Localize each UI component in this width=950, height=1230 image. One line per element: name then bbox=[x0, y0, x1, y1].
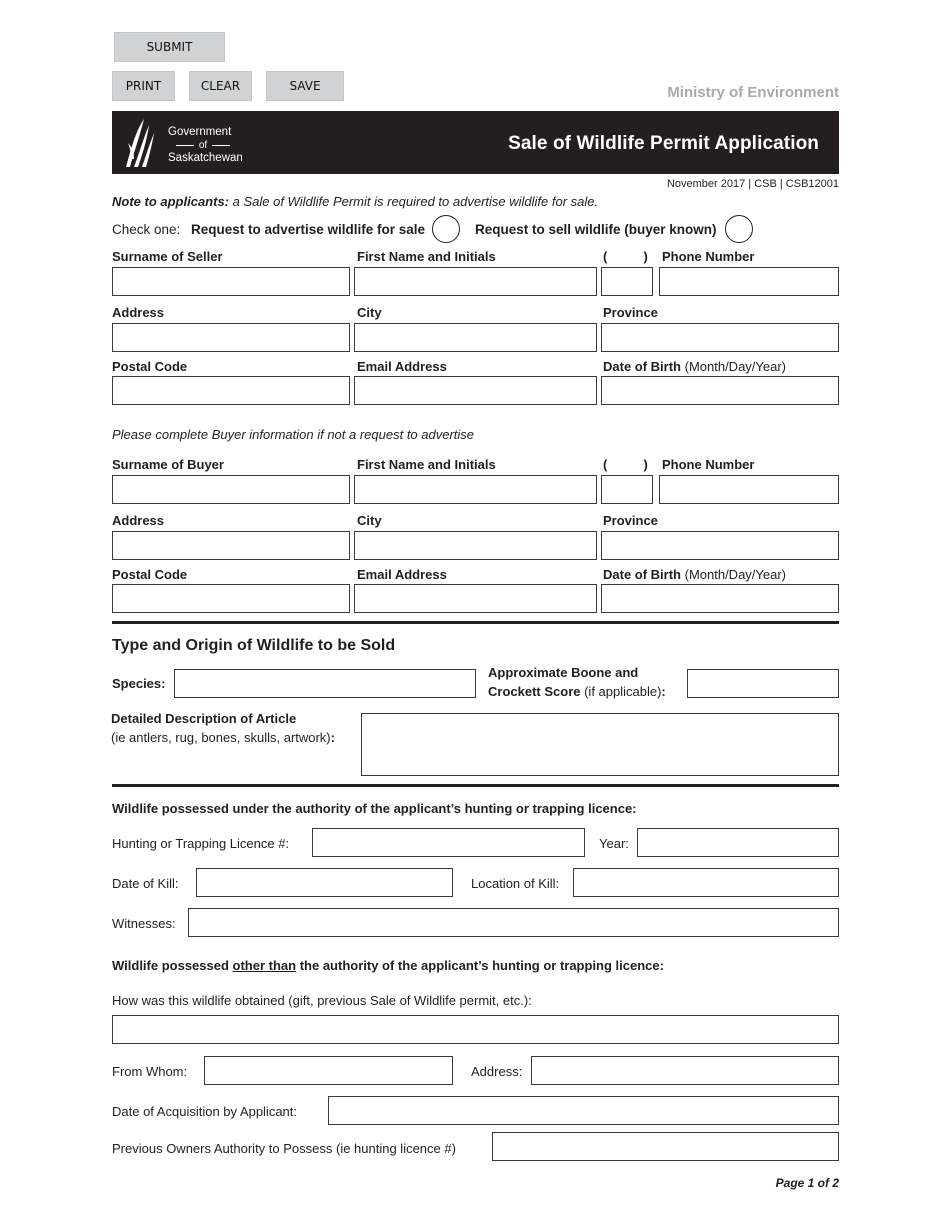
buyer-email-label: Email Address bbox=[357, 567, 447, 582]
licence-number-label: Hunting or Trapping Licence #: bbox=[112, 836, 290, 851]
buyer-surname-field[interactable] bbox=[112, 475, 350, 504]
note-text: a Sale of Wildlife Permit is required to advertise wildlife for sale. bbox=[229, 194, 599, 209]
wildlife-section-title: Type and Origin of Wildlife to be Sold bbox=[112, 637, 396, 654]
seller-dob-field[interactable] bbox=[601, 376, 839, 405]
form-header bbox=[112, 111, 839, 174]
seller-address-label: Address bbox=[112, 305, 165, 320]
seller-postal-field[interactable] bbox=[112, 376, 350, 405]
other-section-title bbox=[112, 958, 664, 974]
buyer-dob-format: (Month/Day/Year) bbox=[681, 567, 787, 582]
location-of-kill-field[interactable] bbox=[573, 868, 839, 897]
description-label-line2 bbox=[111, 730, 335, 746]
seller-email-field[interactable] bbox=[354, 376, 597, 405]
note-lead: Note to applicants: bbox=[112, 194, 230, 209]
seller-email-label: Email Address bbox=[357, 359, 447, 374]
seller-area-code-label: ( ) bbox=[603, 249, 648, 264]
section-divider bbox=[112, 784, 839, 787]
from-whom-field[interactable] bbox=[204, 1056, 453, 1085]
buyer-area-code-field[interactable] bbox=[601, 475, 653, 504]
submit-button[interactable]: SUBMIT bbox=[114, 32, 225, 62]
description-colon: : bbox=[330, 730, 335, 745]
year-field[interactable] bbox=[637, 828, 839, 857]
buyer-email-field[interactable] bbox=[354, 584, 597, 613]
seller-phone-field[interactable] bbox=[659, 267, 839, 296]
seller-province-field[interactable] bbox=[601, 323, 839, 352]
seller-address-field[interactable] bbox=[112, 323, 350, 352]
buyer-postal-field[interactable] bbox=[112, 584, 350, 613]
buyer-dob-label bbox=[603, 567, 786, 583]
buyer-phone-label: Phone Number bbox=[662, 457, 755, 472]
save-button[interactable]: SAVE bbox=[266, 71, 344, 101]
form-meta: November 2017 | CSB | CSB12001 bbox=[666, 178, 839, 190]
buyer-area-code-label: ( ) bbox=[603, 457, 648, 472]
seller-surname-label: Surname of Seller bbox=[112, 249, 223, 264]
wheat-sheaf-icon bbox=[122, 117, 162, 171]
form-title: Sale of Wildlife Permit Application bbox=[508, 133, 819, 154]
witnesses-field[interactable] bbox=[188, 908, 839, 937]
buyer-dob-text: Date of Birth bbox=[603, 567, 681, 582]
buyer-postal-label: Postal Code bbox=[112, 567, 188, 582]
boone-score-field[interactable] bbox=[687, 669, 839, 698]
buyer-dob-field[interactable] bbox=[601, 584, 839, 613]
logo-line-saskatchewan: Saskatchewan bbox=[168, 152, 243, 164]
buyer-province-field[interactable] bbox=[601, 531, 839, 560]
buyer-first-name-label: First Name and Initials bbox=[357, 457, 496, 472]
advertise-radio[interactable] bbox=[432, 215, 460, 243]
clear-button[interactable]: CLEAR bbox=[189, 71, 252, 101]
licence-section-title: Wildlife possessed under the authority of the applicant’s hunting or trapping licence: bbox=[112, 801, 637, 816]
sell-radio[interactable] bbox=[725, 215, 753, 243]
print-button[interactable]: PRINT bbox=[112, 71, 175, 101]
other-title-underline: other than bbox=[232, 958, 297, 973]
witnesses-label: Witnesses: bbox=[112, 916, 176, 931]
option-advertise-label: Request to advertise wildlife for sale bbox=[191, 222, 426, 237]
boone-colon: : bbox=[661, 684, 666, 699]
from-whom-label: From Whom: bbox=[112, 1064, 188, 1079]
buyer-city-label: City bbox=[357, 513, 382, 528]
species-field[interactable] bbox=[174, 669, 476, 698]
buyer-surname-label: Surname of Buyer bbox=[112, 457, 224, 472]
seller-province-label: Province bbox=[603, 305, 658, 320]
buyer-address-field[interactable] bbox=[112, 531, 350, 560]
year-label: Year: bbox=[599, 836, 629, 851]
seller-postal-label: Postal Code bbox=[112, 359, 188, 374]
government-of-saskatchewan-logo bbox=[122, 117, 262, 169]
seller-city-field[interactable] bbox=[354, 323, 597, 352]
how-obtained-label: How was this wildlife obtained (gift, previous Sale of Wildlife permit, etc.): bbox=[112, 993, 532, 1008]
seller-area-code-field[interactable] bbox=[601, 267, 653, 296]
licence-number-field[interactable] bbox=[312, 828, 585, 857]
boone-suffix: (if applicable) bbox=[580, 684, 662, 699]
location-of-kill-label: Location of Kill: bbox=[471, 876, 560, 891]
buyer-province-label: Province bbox=[603, 513, 658, 528]
page-number: Page 1 of 2 bbox=[775, 1176, 839, 1190]
seller-dob-label bbox=[603, 359, 786, 375]
logo-line-government: Government bbox=[168, 126, 232, 138]
boone-label-line1: Approximate Boone and bbox=[488, 665, 639, 680]
date-acquisition-label: Date of Acquisition by Applicant: bbox=[112, 1104, 298, 1119]
how-obtained-field[interactable] bbox=[112, 1015, 839, 1044]
option-sell-label: Request to sell wildlife (buyer known) bbox=[475, 222, 717, 237]
seller-phone-label: Phone Number bbox=[662, 249, 755, 264]
previous-owner-field[interactable] bbox=[492, 1132, 839, 1161]
ministry-name: Ministry of Environment bbox=[667, 84, 839, 101]
buyer-first-name-field[interactable] bbox=[354, 475, 597, 504]
boone-label-line2 bbox=[488, 684, 666, 700]
other-title-pre: Wildlife possessed bbox=[112, 958, 233, 973]
seller-dob-text: Date of Birth bbox=[603, 359, 681, 374]
check-one-label: Check one: bbox=[112, 222, 181, 237]
boone-score-text: Crockett Score bbox=[488, 684, 581, 699]
description-label-line1: Detailed Description of Article bbox=[111, 711, 297, 726]
buyer-phone-field[interactable] bbox=[659, 475, 839, 504]
note-to-applicants bbox=[112, 194, 598, 210]
description-hint: (ie antlers, rug, bones, skulls, artwork) bbox=[111, 730, 331, 745]
species-label: Species: bbox=[112, 676, 166, 691]
date-of-kill-field[interactable] bbox=[196, 868, 453, 897]
seller-surname-field[interactable] bbox=[112, 267, 350, 296]
seller-first-name-label: First Name and Initials bbox=[357, 249, 496, 264]
from-address-label: Address: bbox=[471, 1064, 523, 1079]
date-of-kill-label: Date of Kill: bbox=[112, 876, 179, 891]
section-divider bbox=[112, 621, 839, 624]
previous-owner-label: Previous Owners Authority to Possess (ie hunting licence #) bbox=[112, 1141, 456, 1156]
seller-dob-format: (Month/Day/Year) bbox=[681, 359, 787, 374]
seller-first-name-field[interactable] bbox=[354, 267, 597, 296]
other-title-post: the authority of the applicant’s hunting or trapping licence: bbox=[296, 958, 664, 973]
seller-city-label: City bbox=[357, 305, 382, 320]
buyer-city-field[interactable] bbox=[354, 531, 597, 560]
date-acquisition-field[interactable] bbox=[328, 1096, 839, 1125]
from-address-field[interactable] bbox=[531, 1056, 839, 1085]
buyer-address-label: Address bbox=[112, 513, 165, 528]
buyer-note: Please complete Buyer information if not a request to advertise bbox=[112, 427, 475, 442]
description-field[interactable] bbox=[361, 713, 839, 776]
logo-line-of: of bbox=[168, 139, 238, 152]
